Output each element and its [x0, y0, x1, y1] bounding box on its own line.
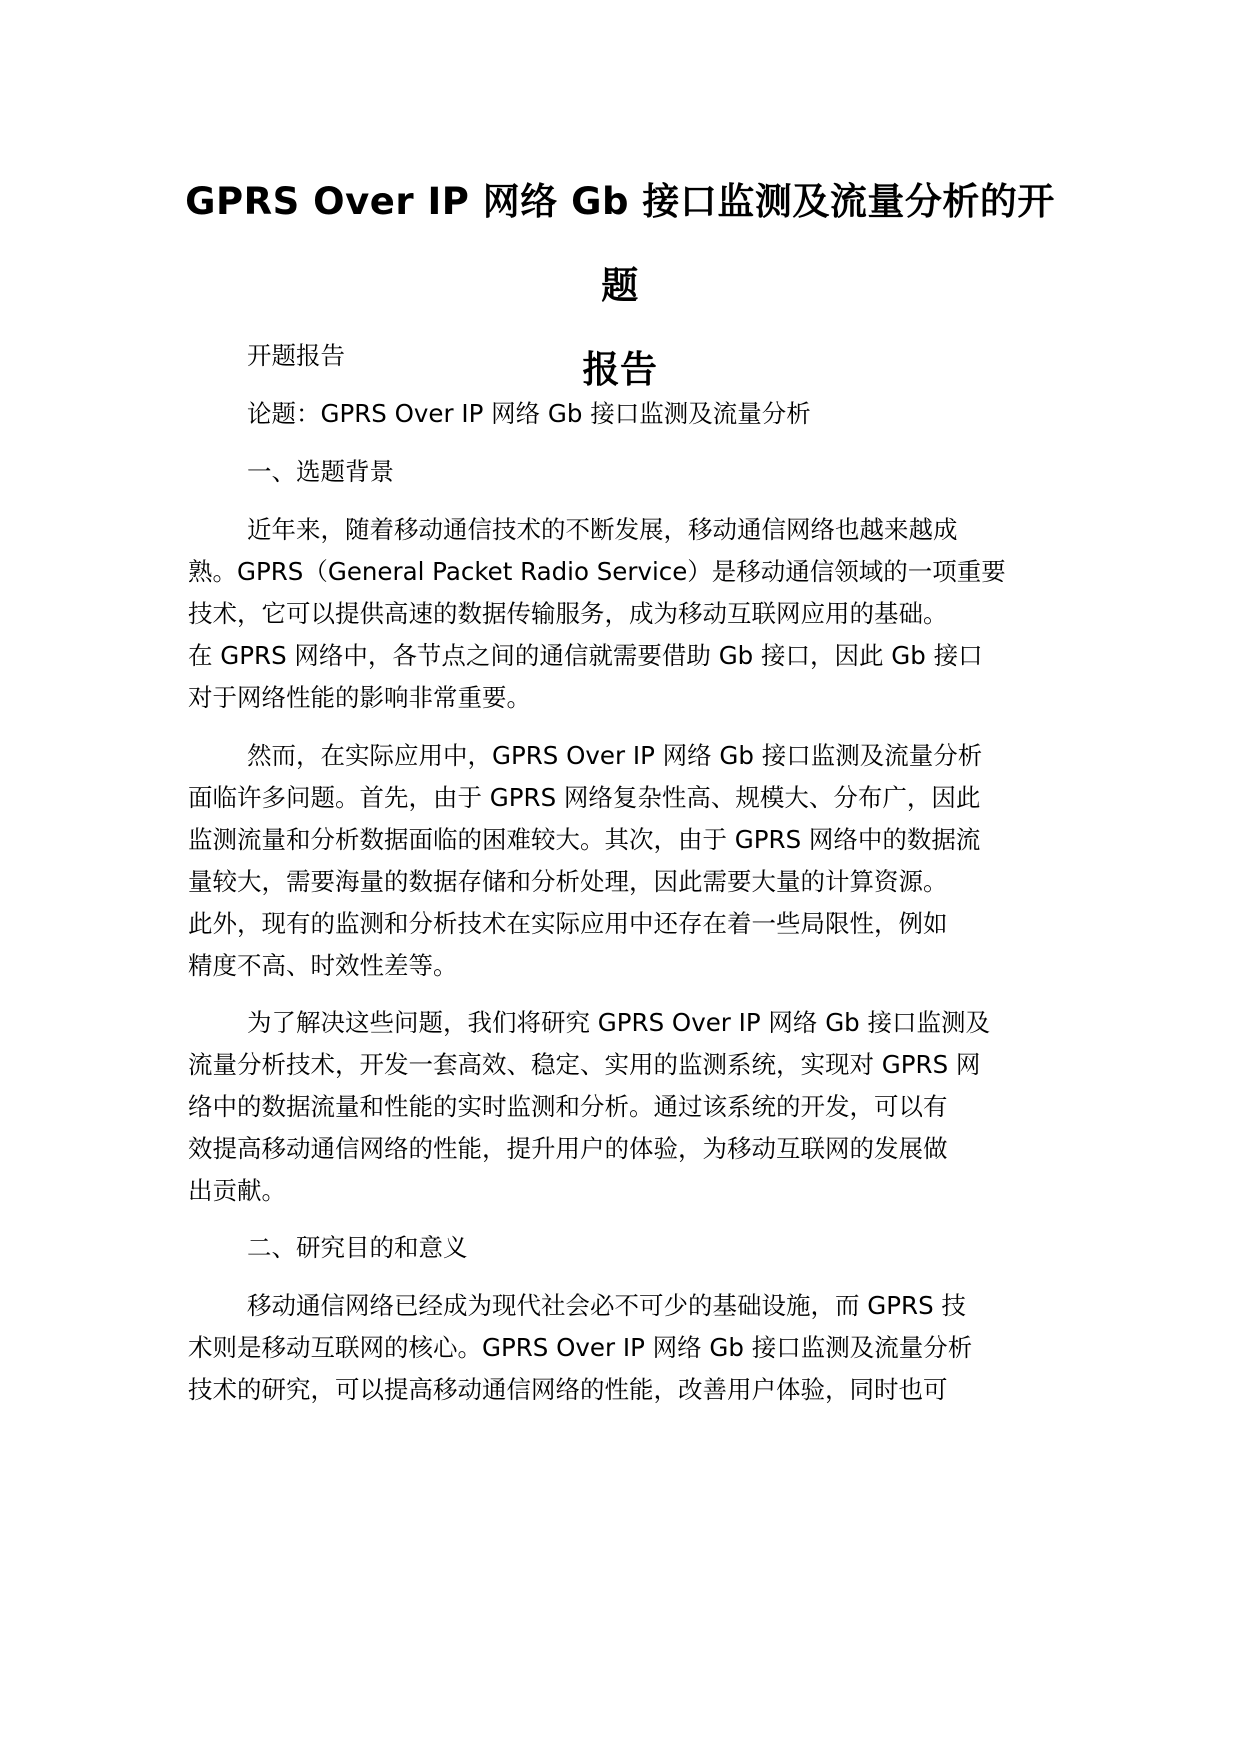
title-line-2: 报告: [582, 348, 658, 391]
p2-line-3: 监测流量和分析数据面临的困难较大。其次，由于 GPRS 网络中的数据流: [188, 825, 981, 854]
p3-line-1: 为了解决这些问题，我们将研究 GPRS Over IP 网络 Gb 接口监测及: [247, 1008, 991, 1037]
p1-line-4: 在 GPRS 网络中，各节点之间的通信就需要借助 Gb 接口，因此 Gb 接口: [188, 641, 983, 670]
p2-line-4: 量较大，需要海量的数据存储和分析处理，因此需要大量的计算资源。: [188, 867, 948, 896]
p1-line-3: 技术，它可以提供高速的数据传输服务，成为移动互联网应用的基础。: [188, 599, 948, 628]
p2-line-6: 精度不高、时效性差等。: [188, 951, 458, 980]
p1-line-1: 近年来，随着移动通信技术的不断发展，移动通信网络也越来越成: [247, 515, 958, 544]
section-1-heading: 一、选题背景: [247, 457, 394, 486]
p2-line-1: 然而，在实际应用中，GPRS Over IP 网络 Gb 接口监测及流量分析: [247, 741, 983, 770]
p4-line-3: 技术的研究，可以提高移动通信网络的性能，改善用户体验，同时也可: [188, 1375, 948, 1404]
report-heading: 开题报告: [247, 341, 345, 370]
p3-line-3: 络中的数据流量和性能的实时监测和分析。通过该系统的开发，可以有: [188, 1092, 948, 1121]
p1-line-5: 对于网络性能的影响非常重要。: [188, 683, 531, 712]
topic-line: 论题：GPRS Over IP 网络 Gb 接口监测及流量分析: [247, 399, 811, 428]
p3-line-2: 流量分析技术，开发一套高效、稳定、实用的监测系统，实现对 GPRS 网: [188, 1050, 981, 1079]
p2-line-5: 此外，现有的监测和分析技术在实际应用中还存在着一些局限性，例如: [188, 909, 948, 938]
p3-line-4: 效提高移动通信网络的性能，提升用户的体验，为移动互联网的发展做: [188, 1134, 948, 1163]
p3-line-5: 出贡献。: [188, 1176, 286, 1205]
title-line-1: GPRS Over IP 网络 Gb 接口监测及流量分析的开题: [185, 180, 1055, 307]
p2-line-2: 面临许多问题。首先，由于 GPRS 网络复杂性高、规模大、分布广，因此: [188, 783, 981, 812]
p4-line-2: 术则是移动互联网的核心。GPRS Over IP 网络 Gb 接口监测及流量分析: [188, 1333, 973, 1362]
section-2-heading: 二、研究目的和意义: [247, 1233, 468, 1262]
p1-line-2: 熟。GPRS（General Packet Radio Service）是移动通信领域的一项重要: [188, 557, 1006, 586]
p4-line-1: 移动通信网络已经成为现代社会必不可少的基础设施，而 GPRS 技: [247, 1291, 966, 1320]
